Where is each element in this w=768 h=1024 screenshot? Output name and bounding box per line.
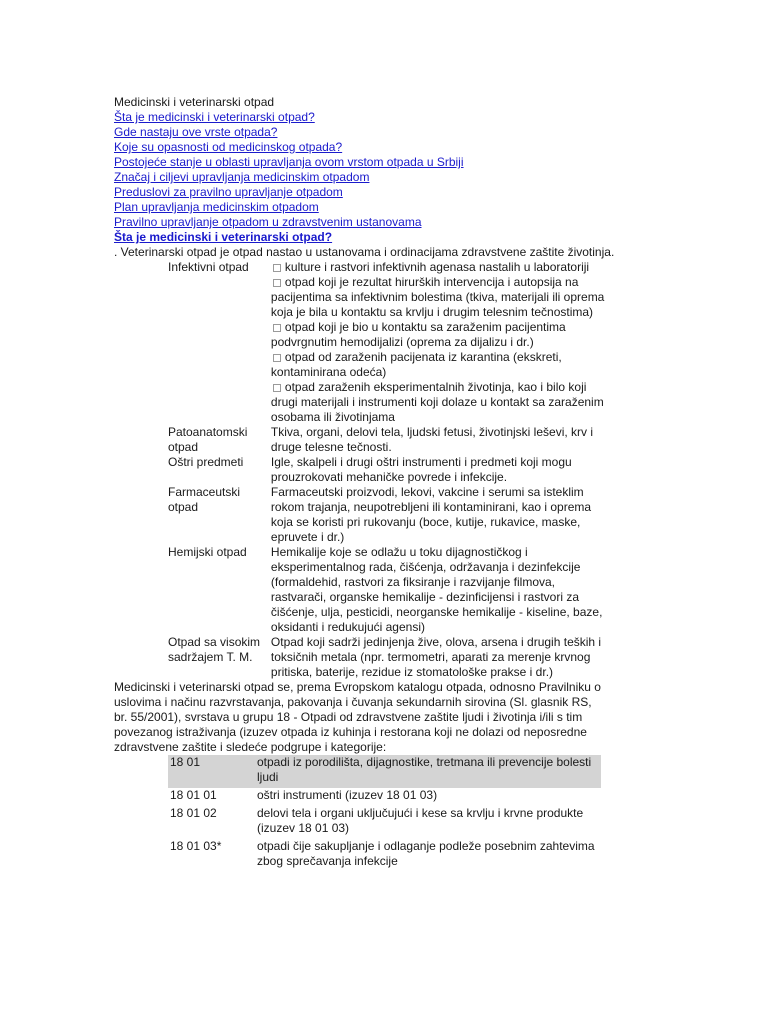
checkbox-icon bbox=[273, 354, 281, 362]
item-text: otpad koji je bio u kontaktu sa zaraženim pacijentima podvrgnutim hemodijalizi (oprema za dijalizu i dr.) bbox=[270, 320, 566, 349]
category-name: Hemijski otpad bbox=[168, 545, 247, 559]
category-name: Patoanatomski otpad bbox=[168, 425, 248, 454]
category-name: Farmaceutski otpad bbox=[168, 485, 241, 514]
category-description: Igle, skalpeli i drugi oštri instrumenti i predmeti koji mogu prouzrokovati mehaničke povrede i infekcije. bbox=[270, 455, 572, 484]
checkbox-icon bbox=[273, 384, 281, 392]
table-row bbox=[168, 839, 601, 872]
item-text: kulture i rastvori infektivnih agenasa nastalih u laboratoriji bbox=[284, 260, 590, 274]
section-heading[interactable]: Šta je medicinski i veterinarski otpad? bbox=[114, 230, 333, 244]
category-row bbox=[168, 425, 608, 455]
toc-link-what-is[interactable]: Šta je medicinski i veterinarski otpad? bbox=[114, 110, 315, 124]
list-item bbox=[271, 275, 608, 320]
category-items bbox=[269, 260, 608, 425]
toc-link-proper-management[interactable]: Pravilno upravljanje otpadom u zdravstvenim ustanovama bbox=[114, 215, 422, 229]
item-text: otpad od zaraženih pacijenata iz karantina (ekskreti, kontaminirana odeća) bbox=[270, 350, 562, 379]
waste-codes-table bbox=[168, 755, 601, 872]
list-item bbox=[271, 260, 608, 275]
waste-categories-table bbox=[168, 260, 608, 680]
category-row bbox=[168, 455, 608, 485]
list-item bbox=[271, 320, 608, 350]
category-name: Oštri predmeti bbox=[168, 455, 244, 469]
category-description: Otpad koji sadrži jedinjenja žive, olova, arsena i drugih teških i toksičnih metala (npr. termometri, aparati za merenje krvnog pritiska, baterije, rezidue iz stomatološke prakse i dr.) bbox=[270, 635, 602, 679]
table-row bbox=[168, 755, 601, 788]
waste-code: 18 01 01 bbox=[170, 788, 217, 802]
table-row bbox=[168, 788, 601, 806]
intro-text: . Veterinarski otpad je otpad nastao u ustanovama i ordinacijama zdravstvene zaštite životinja. bbox=[114, 245, 615, 259]
checkbox-icon bbox=[273, 324, 281, 332]
checkbox-icon bbox=[273, 279, 281, 287]
toc-link-management-plan[interactable]: Plan upravljanja medicinskim otpadom bbox=[114, 200, 319, 214]
item-text: otpad zaraženih eksperimentalnih životinja, kao i bilo koji drugi materijali i instrumenti koji dolaze u kontakt sa zaraženim osobama ili životinjama bbox=[270, 380, 604, 424]
category-description: Tkiva, organi, delovi tela, ljudski fetusi, životinjski leševi, krv i druge telesne tečnosti. bbox=[270, 425, 594, 454]
category-row bbox=[168, 485, 608, 545]
category-row bbox=[168, 635, 608, 680]
category-name: Infektivni otpad bbox=[168, 260, 249, 274]
catalog-paragraph: Medicinski i veterinarski otpad se, prema Evropskom katalogu otpada, odnosno Pravilniku o uslovima i načinu razvrstavanja, pakovanja i čuvanja sekundarnih sirovina (Sl. glasnik RS, br. 55/2001), svrstava u grupu 18 - Otpadi od zdravstvene zaštite ljudi i životinja i/ili s tim povezanog istraživanja (izuzev otpada iz kuhinja i restorana koji ne dolazi od neposredne zdravstvene zaštite i sledeće podgrupe i kategorije: bbox=[114, 680, 601, 754]
list-item bbox=[271, 350, 608, 380]
category-name: Otpad sa visokim sadržajem T. M. bbox=[168, 635, 261, 664]
list-item bbox=[271, 380, 608, 425]
checkbox-icon bbox=[273, 264, 281, 272]
toc-link-where-generated[interactable]: Gde nastaju ove vrste otpada? bbox=[114, 125, 278, 139]
toc-link-importance-goals[interactable]: Značaj i ciljevi upravljanja medicinskim otpadom bbox=[114, 170, 370, 184]
item-text: otpad koji je rezultat hirurških intervencija i autopsija na pacijentima sa infektivnim bolestima (tkiva, materijali ili oprema koja je bila u kontaktu sa krvlju i drugim telesnim tečnostima) bbox=[270, 275, 605, 319]
waste-code: 18 01 bbox=[168, 755, 257, 788]
waste-code-description: delovi tela i organi uključujući i kese sa krvlju i krvne produkte (izuzev 18 01 03) bbox=[257, 806, 584, 835]
category-row bbox=[168, 545, 608, 635]
category-row bbox=[168, 260, 608, 425]
toc-link-current-state[interactable]: Postojeće stanje u oblasti upravljanja ovom vrstom otpada u Srbiji bbox=[114, 155, 464, 169]
category-description: Hemikalije koje se odlažu u toku dijagnostičkog i eksperimentalnog rada, čišćenja, održavanja i dezinfekcije (formaldehid, rastvori za fiksiranje i razvijanje filmova, rastvarači, organske hemikalije - dezinficijensi i rastvori za čišćenje, ulja, pesticidi, neorganske hemikalije - kiseline, baze, oksidanti i redukujući agensi) bbox=[270, 545, 603, 634]
toc-link-dangers[interactable]: Koje su opasnosti od medicinskog otpada? bbox=[114, 140, 343, 154]
table-of-contents bbox=[114, 110, 614, 230]
category-description: Farmaceutski proizvodi, lekovi, vakcine i serumi sa isteklim rokom trajanja, neupotrebljeni ili kontaminirani, kao i oprema koja se koristi pri rukovanju (boce, kutije, rukavice, maske, epruvete i dr.) bbox=[270, 485, 592, 544]
waste-code-description: oštri instrumenti (izuzev 18 01 03) bbox=[257, 788, 438, 802]
table-row bbox=[168, 806, 601, 839]
waste-code-description: otpadi čije sakupljanje i odlaganje podleže posebnim zahtevima zbog sprečavanja infekcije bbox=[257, 839, 595, 868]
document-title: Medicinski i veterinarski otpad bbox=[114, 95, 275, 109]
document-page bbox=[114, 95, 614, 872]
toc-link-preconditions[interactable]: Preduslovi za pravilno upravljanje otpadom bbox=[114, 185, 343, 199]
waste-code: 18 01 03* bbox=[170, 839, 222, 853]
waste-code: 18 01 02 bbox=[170, 806, 217, 820]
waste-code-description: otpadi iz porodilišta, dijagnostike, tretmana ili prevencije bolesti ljudi bbox=[257, 755, 601, 788]
